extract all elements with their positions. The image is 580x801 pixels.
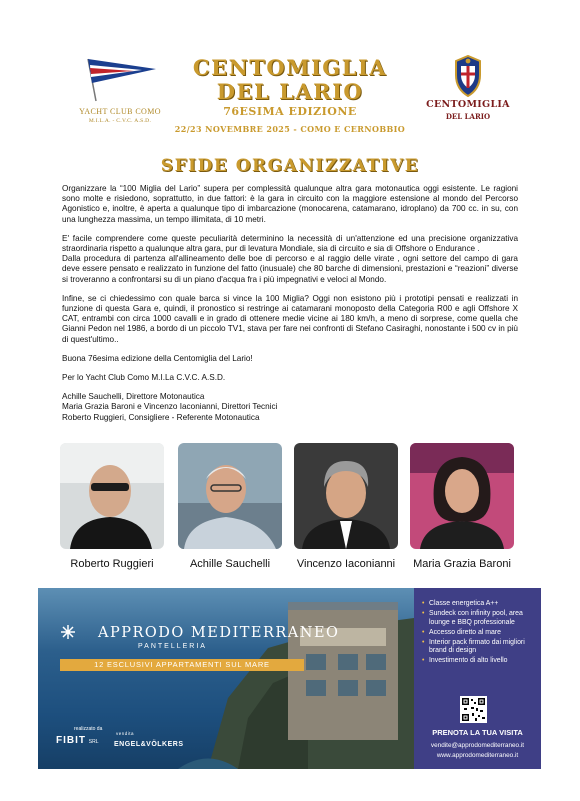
builder-logo xyxy=(56,726,103,746)
ad-info-panel xyxy=(414,588,541,769)
paragraph: Per lo Yacht Club Como M.I.La C.V.C. A.S.D. xyxy=(62,373,226,383)
event-dateline: 22/23 NOVEMBRE 2025 - COMO E CERNOBBIO xyxy=(174,124,406,134)
staff-photos xyxy=(60,443,520,573)
feature-item: • Interior pack firmato dai migliori brand di design xyxy=(422,639,540,656)
crest-title: CENTOMIGLIA xyxy=(426,99,510,110)
advertisement[interactable] xyxy=(38,588,541,769)
edition-label: 76ESIMA EDIZIONE xyxy=(223,105,357,118)
agency-logo-name: ENGEL&VÖLKERS xyxy=(114,741,184,748)
section-title: SFIDE ORGANIZZATIVE xyxy=(160,156,420,176)
feature-item: • Classe energetica A++ xyxy=(422,600,540,609)
builder-logo-name: FIBIT xyxy=(56,735,86,746)
event-title-block xyxy=(170,56,410,134)
flower-logo-icon xyxy=(60,624,76,640)
feature-item: • Investimento di alto livello xyxy=(422,657,540,666)
feature-list xyxy=(422,600,540,667)
event-title-line1: CENTOMIGLIA xyxy=(192,55,388,80)
paragraph: E' facile comprendere come queste peculiarità determinino la necessità di un'attenzione ed una precisione organizzativa straordinaria rispetto a qualunque altra gara, pur di levatura Mondiale, sia di circuito e sia di Offshore o Endurance . xyxy=(62,233,518,254)
ad-tagline: 12 ESCLUSIVI APPARTAMENTI SUL MARE xyxy=(60,659,304,671)
portrait-photo xyxy=(178,443,282,549)
portrait-photo xyxy=(410,443,514,549)
signature-line: Maria Grazia Baroni e Vincenzo Iaconianni, Direttori Tecnici xyxy=(62,402,278,412)
agency-logo xyxy=(114,731,184,748)
paragraph: Dalla procedura di partenza all'allineamento delle boe di percorso e al raggio delle virate , ogni settore del campo di gara deve essere pensato e realizzato in funzione del fatto (inusuale) che 80 barche di dimensioni, prestazioni e “reazioni” diverse si troveranno a confrontarsi su di un piano d'acqua fra i più impegnativi e veloci al Mondo. xyxy=(62,254,518,284)
crest-icon xyxy=(449,55,487,97)
ad-brand-location: PANTELLERIA xyxy=(138,643,207,650)
signature-line: Roberto Ruggieri, Consigliere - Referente Motonautica xyxy=(62,412,260,422)
visit-cta[interactable]: PRENOTA LA TUA VISITA xyxy=(432,728,523,737)
paragraph: Infine, se ci chiedessimo con quale barca si vince la 100 Miglia? Oggi non esistono più i prototipi pensati e realizzati in funzione di questa Gara e, quindi, il pronostico si restringe ai catamarani monoposto della Categoria R00 e agli Offshore X CAT, entrambi con circa 1000 cavalli e in grado di ottenere medie vicine ai 180 km/h, a meno di sorprese, come quella che Gianni Pedon nel 1986, a bordo di un piccolo TV1, stava per fare nei confronti di Stefano Casiraghi, nonostante i 500 cv in più di quest'ultimo.. xyxy=(62,293,518,344)
builder-logo-caption: realizzato da xyxy=(74,726,103,732)
qr-code-icon[interactable] xyxy=(460,696,487,723)
builder-logo-suffix: SRL xyxy=(88,739,99,745)
feature-item: • Accesso diretto al mare xyxy=(422,629,540,638)
photo-card xyxy=(60,443,164,570)
photo-card xyxy=(410,443,514,570)
photo-caption: Roberto Ruggieri xyxy=(70,558,154,570)
paragraph: Organizzare la “100 Miglia del Lario” supera per complessità qualunque altra gara motonautica oggi esistente. Le ragioni sono molte e risiedono, soprattutto, in due fattori: è la gara in circuito con la maggiore estensione al mondo del Percorso Agonistico e, inoltre, è aperta a qualunque tipo di imbarcazione (monocarena, catamarano, idroplano) da 700 cc. in su, con una lunghezza massima, un tempo illimitata, di 10 metri. xyxy=(62,184,518,224)
club-subtitle: M.I.L.A. - C.V.C. A.S.D. xyxy=(88,118,152,124)
burgee-flag-icon xyxy=(82,55,160,103)
photo-card xyxy=(178,443,282,570)
photo-caption: Maria Grazia Baroni xyxy=(413,558,511,570)
photo-card xyxy=(294,443,398,570)
portrait-photo xyxy=(294,443,398,549)
feature-item: • Sundeck con infinity pool, area lounge e BBQ professionale xyxy=(422,610,540,627)
photo-caption: Achille Sauchelli xyxy=(189,558,271,570)
contact-email-link[interactable]: vendite@approdomediterraneo.it xyxy=(430,742,525,749)
agency-logo-caption: vendita xyxy=(116,731,135,736)
paragraph: Buona 76esima edizione della Centomiglia del Lario! xyxy=(62,353,253,363)
centomiglia-logo xyxy=(418,55,518,131)
ad-brand-name: APPRODO MEDITERRANEO xyxy=(98,625,340,641)
signature-line: Achille Sauchelli, Direttore Motonautica xyxy=(62,392,205,402)
article-body xyxy=(62,184,518,423)
crest-subtitle: DEL LARIO xyxy=(445,112,491,121)
club-name: YACHT CLUB COMO xyxy=(79,107,161,116)
photo-caption: Vincenzo Iaconianni xyxy=(296,558,396,570)
portrait-photo xyxy=(60,443,164,549)
yacht-club-logo xyxy=(70,55,170,131)
event-title-line2: DEL LARIO xyxy=(216,79,364,104)
website-link[interactable]: www.approdomediterraneo.it xyxy=(436,752,519,759)
